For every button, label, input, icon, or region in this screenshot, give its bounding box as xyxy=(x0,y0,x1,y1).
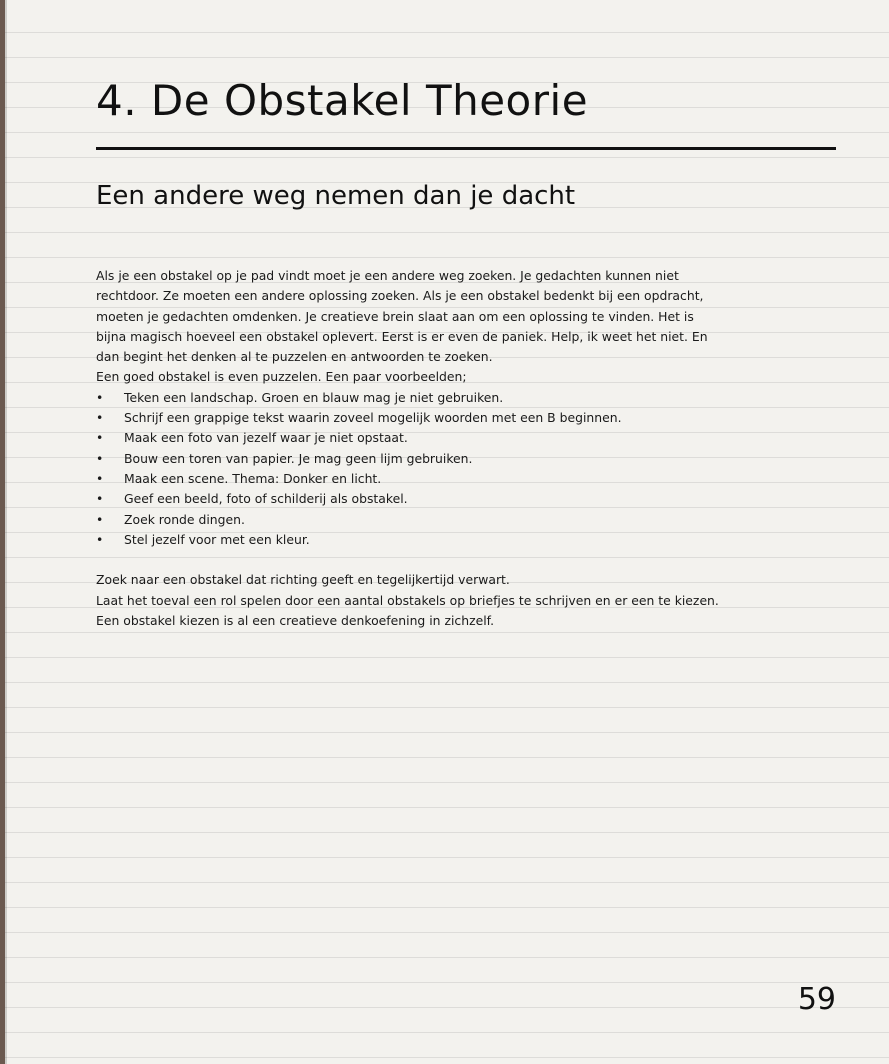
list-item-text: Zoek ronde dingen. xyxy=(124,511,245,527)
intro-line: bijna magisch hoeveel een obstakel oplevert. Eerst is er even de paniek. Help, ik weet het niet. En xyxy=(96,328,708,344)
subtitle: Een andere weg nemen dan je dacht xyxy=(96,181,576,211)
intro-line: Een goed obstakel is even puzzelen. Een paar voorbeelden; xyxy=(96,369,467,385)
list-item xyxy=(96,489,736,509)
intro-paragraph xyxy=(96,266,736,388)
bullet: • xyxy=(96,511,104,527)
list-item-text: Stel jezelf voor met een kleur. xyxy=(124,531,310,547)
page-number: 59 xyxy=(797,982,836,1017)
closing-line: Zoek naar een obstakel dat richting geeft en tegelijkertijd verwart. xyxy=(96,572,510,588)
bullet: • xyxy=(96,531,104,547)
bullet: • xyxy=(96,470,104,486)
list-item-text: Geef een beeld, foto of schilderij als obstakel. xyxy=(124,491,408,507)
intro-line: rechtdoor. Ze moeten een andere oplossing zoeken. Als je een obstakel bedenkt bij een opdracht, xyxy=(96,288,704,304)
closing-paragraph xyxy=(96,570,736,631)
bullet: • xyxy=(96,389,104,405)
list-item-text: Maak een foto van jezelf waar je niet opstaat. xyxy=(124,430,408,446)
closing-line: Een obstakel kiezen is al een creatieve denkoefening in zichzelf. xyxy=(96,613,495,629)
list-item xyxy=(96,510,736,530)
list-item xyxy=(96,530,736,550)
book-page xyxy=(5,0,889,1064)
intro-line: dan begint het denken al te puzzelen en antwoorden te zoeken. xyxy=(96,349,493,365)
bullet: • xyxy=(96,410,104,426)
list-item xyxy=(96,408,736,428)
intro-line: moeten je gedachten omdenken. Je creatieve brein slaat aan om een oplossing te vinden. Het is xyxy=(96,308,694,324)
list-item-text: Teken een landschap. Groen en blauw mag je niet gebruiken. xyxy=(124,389,504,405)
bullet: • xyxy=(96,491,104,507)
body-text xyxy=(96,266,736,631)
list-item xyxy=(96,388,736,408)
list-item-text: Maak een scene. Thema: Donker en licht. xyxy=(124,470,382,486)
list-item-text: Schrijf een grappige tekst waarin zoveel mogelijk woorden met een B beginnen. xyxy=(124,410,622,426)
list-item xyxy=(96,469,736,489)
chapter-title: 4. De Obstakel Theorie xyxy=(96,76,589,125)
title-rule xyxy=(96,147,836,150)
closing-line: Laat het toeval een rol spelen door een aantal obstakels op briefjes te schrijven en er een te kiezen. xyxy=(96,592,719,608)
intro-line: Als je een obstakel op je pad vindt moet je een andere weg zoeken. Je gedachten kunnen niet xyxy=(96,268,679,283)
bullet: • xyxy=(96,450,104,466)
list-item-text: Bouw een toren van papier. Je mag geen lijm gebruiken. xyxy=(124,450,473,466)
examples-list xyxy=(96,388,736,550)
list-item xyxy=(96,449,736,469)
paragraph-spacer xyxy=(96,550,736,570)
list-item xyxy=(96,428,736,448)
bullet: • xyxy=(96,430,104,446)
